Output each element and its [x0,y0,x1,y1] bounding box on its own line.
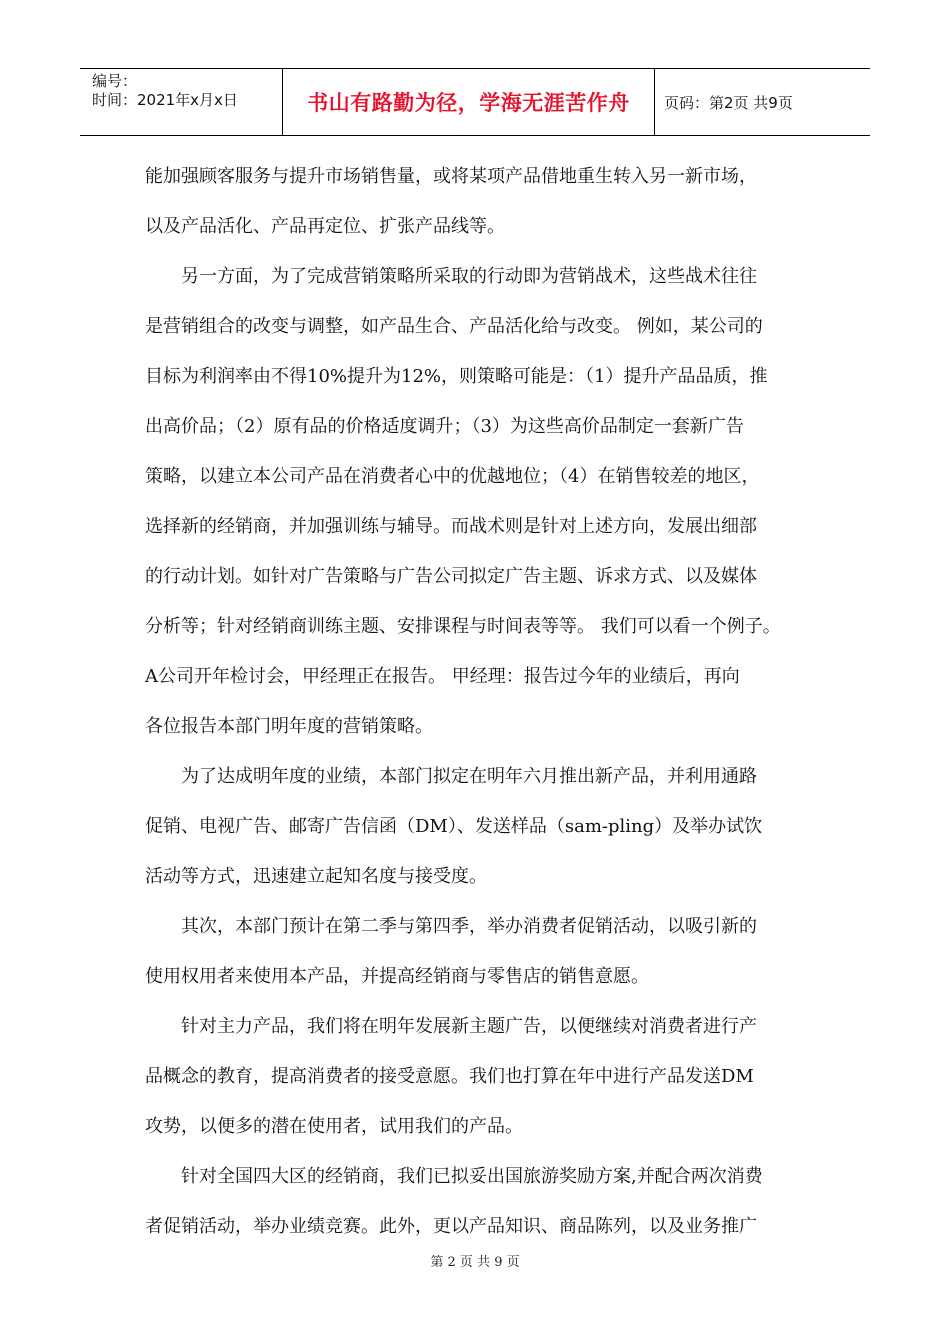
page-footer: 第 2 页 共 9 页 [430,1255,520,1270]
text-line: 各位报告本部门明年度的营销策略。 [145,716,433,737]
text-line: 另一方面，为了完成营销策略所采取的行动即为营销战术，这些战术往往 [181,266,757,287]
text-line: 者促销活动，举办业绩竞赛。此外，更以产品知识、商品陈列，以及业务推广 [145,1216,757,1237]
page-header [80,68,870,136]
text-line: 是营销组合的改变与调整，如产品生合、产品活化给与改变。 例如，某公司的 [145,316,763,337]
text-line: 选择新的经销商，并加强训练与辅导。而战术则是针对上述方向，发展出细部 [145,516,757,537]
text-line: 出高价品；（2）原有品的价格适度调升；（3）为这些高价品制定一套新广告 [145,416,744,437]
document-date: 时间：2021年x月x日 [92,91,238,109]
header-page-info: 页码：第2页 共9页 [664,93,793,112]
text-line: 使用权用者来使用本产品，并提高经销商与零售店的销售意愿。 [145,966,649,987]
text-line: 针对主力产品，我们将在明年发展新主题广告，以便继续对消费者进行产 [181,1016,757,1037]
text-line: 策略，以建立本公司产品在消费者心中的优越地位；（4）在销售较差的地区， [145,466,760,487]
header-page-info-cell [655,69,870,135]
document-body [145,152,807,1252]
text-line: 能加强顾客服务与提升市场销售量，或将某项产品借地重生转入另一新市场， [145,166,757,187]
text-line: 促销、电视广告、邮寄广告信函（DM）、发送样品（sam-pling）及举办试饮 [145,816,763,837]
text-line: A公司开年检讨会，甲经理正在报告。 甲经理：报告过今年的业绩后，再向 [145,666,740,687]
text-line: 攻势，以便多的潜在使用者，试用我们的产品。 [145,1116,523,1137]
header-motto: 书山有路勤为径，学海无涯苦作舟 [307,91,630,115]
text-line: 分析等；针对经销商训练主题、安排课程与时间表等等。 我们可以看一个例子。 [145,616,781,637]
text-line: 为了达成明年度的业绩，本部门拟定在明年六月推出新产品，并利用通路 [181,766,757,787]
text-line: 活动等方式，迅速建立起知名度与接受度。 [145,866,487,887]
header-motto-cell [282,69,655,135]
text-line: 针对全国四大区的经销商，我们已拟妥出国旅游奖励方案,并配合两次消费 [181,1166,763,1187]
text-line: 以及产品活化、产品再定位、扩张产品线等。 [145,216,505,237]
document-number-label: 编号： [92,72,138,90]
text-line: 其次，本部门预计在第二季与第四季，举办消费者促销活动，以吸引新的 [181,916,757,937]
header-meta [80,69,282,135]
text-line: 品概念的教育，提高消费者的接受意愿。我们也打算在年中进行产品发送DM [145,1066,754,1087]
text-line: 目标为利润率由不得10%提升为12%，则策略可能是：（1）提升产品品质，推 [145,366,768,387]
text-line: 的行动计划。如针对广告策略与广告公司拟定广告主题、诉求方式、以及媒体 [145,566,757,587]
